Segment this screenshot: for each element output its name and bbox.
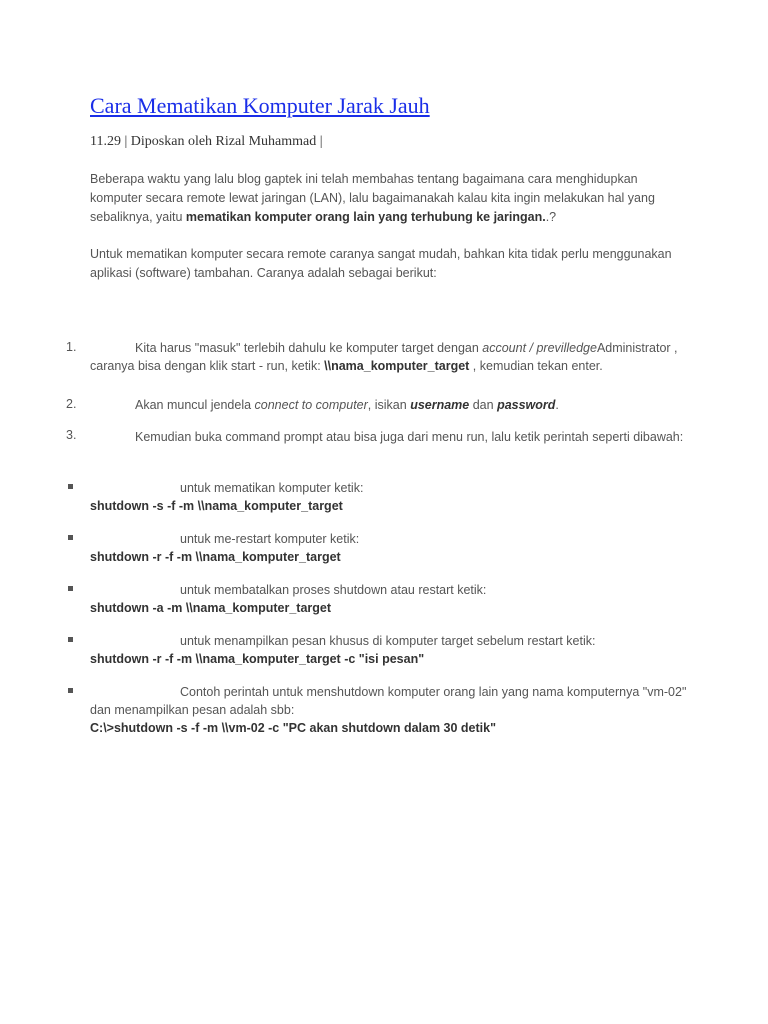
step-2-text-c: dan [469,398,498,412]
step-2-text-b: , isikan [367,398,411,412]
step-2-text-d: . [555,398,559,412]
command-desc: untuk mematikan komputer ketik: [180,481,364,495]
step-1 [90,339,690,375]
method-paragraph: Untuk mematikan komputer secara remote caranya sangat mudah, bahkan kita tidak perlu menggunakan aplikasi (software) tambahan. Caranya adalah sebagai berikut: [90,247,672,280]
step-2-text-a: Akan muncul jendela [135,398,255,412]
step-1-text-b: Administrator , caranya bisa dengan klik start - run, ketik: [90,341,678,373]
step-1-italic: account / previlledge [482,341,597,355]
step-number: 1. [66,340,77,354]
command-desc: Contoh perintah untuk menshutdown komputer orang lain yang nama komputernya "vm-02" dan menampilkan pesan adalah sbb: [90,685,687,717]
command-item [90,581,690,617]
command-desc: untuk menampilkan pesan khusus di komputer target sebelum restart ketik: [180,634,596,648]
step-3-text: Kemudian buka command prompt atau bisa juga dari menu run, lalu ketik perintah seperti dibawah: [135,430,684,444]
command-text: C:\>shutdown -s -f -m \\vm-02 -c "PC akan shutdown dalam 30 detik" [90,721,497,735]
intro-tail: .? [545,210,557,224]
step-2-password: password [497,398,556,412]
article-title[interactable]: Cara Mematikan Komputer Jarak Jauh [90,93,430,118]
bullet-icon [68,586,73,591]
command-text: shutdown -a -m \\nama_komputer_target [90,601,332,615]
bullet-icon [68,535,73,540]
command-desc: untuk me-restart komputer ketik: [180,532,360,546]
step-1-bold: \\nama_komputer_target [324,359,470,373]
bullet-icon [68,484,73,489]
command-text: shutdown -r -f -m \\nama_komputer_target -c "isi pesan" [90,652,425,666]
command-item [90,683,690,737]
intro-text: Beberapa waktu yang lalu blog gaptek ini telah membahas tentang bagaimana cara menghidupkan komputer secara remote lewat jaringan (LAN), lalu bagaimanakah kalau kita ingin melakukan hal yang sebaliknya, yaitu [90,172,655,224]
step-2 [90,396,690,414]
step-3 [90,428,690,446]
command-text: shutdown -r -f -m \\nama_komputer_target [90,550,341,564]
command-item [90,530,690,566]
bullet-icon [68,688,73,693]
bullet-icon [68,637,73,642]
command-item [90,479,690,515]
step-2-italic: connect to computer [254,398,368,412]
post-meta: 11.29 | Diposkan oleh Rizal Muhammad | [90,134,323,149]
step-1-text-a: Kita harus "masuk" terlebih dahulu ke komputer target dengan [135,341,483,355]
intro-paragraph [90,170,690,227]
command-item [90,632,690,668]
command-text: shutdown -s -f -m \\nama_komputer_target [90,499,343,513]
command-desc: untuk membatalkan proses shutdown atau restart ketik: [180,583,487,597]
step-1-text-c: , kemudian tekan enter. [469,359,603,373]
intro-bold: mematikan komputer orang lain yang terhubung ke jaringan. [185,210,546,224]
step-number: 2. [66,397,77,411]
step-2-username: username [410,398,470,412]
step-number: 3. [66,428,77,442]
